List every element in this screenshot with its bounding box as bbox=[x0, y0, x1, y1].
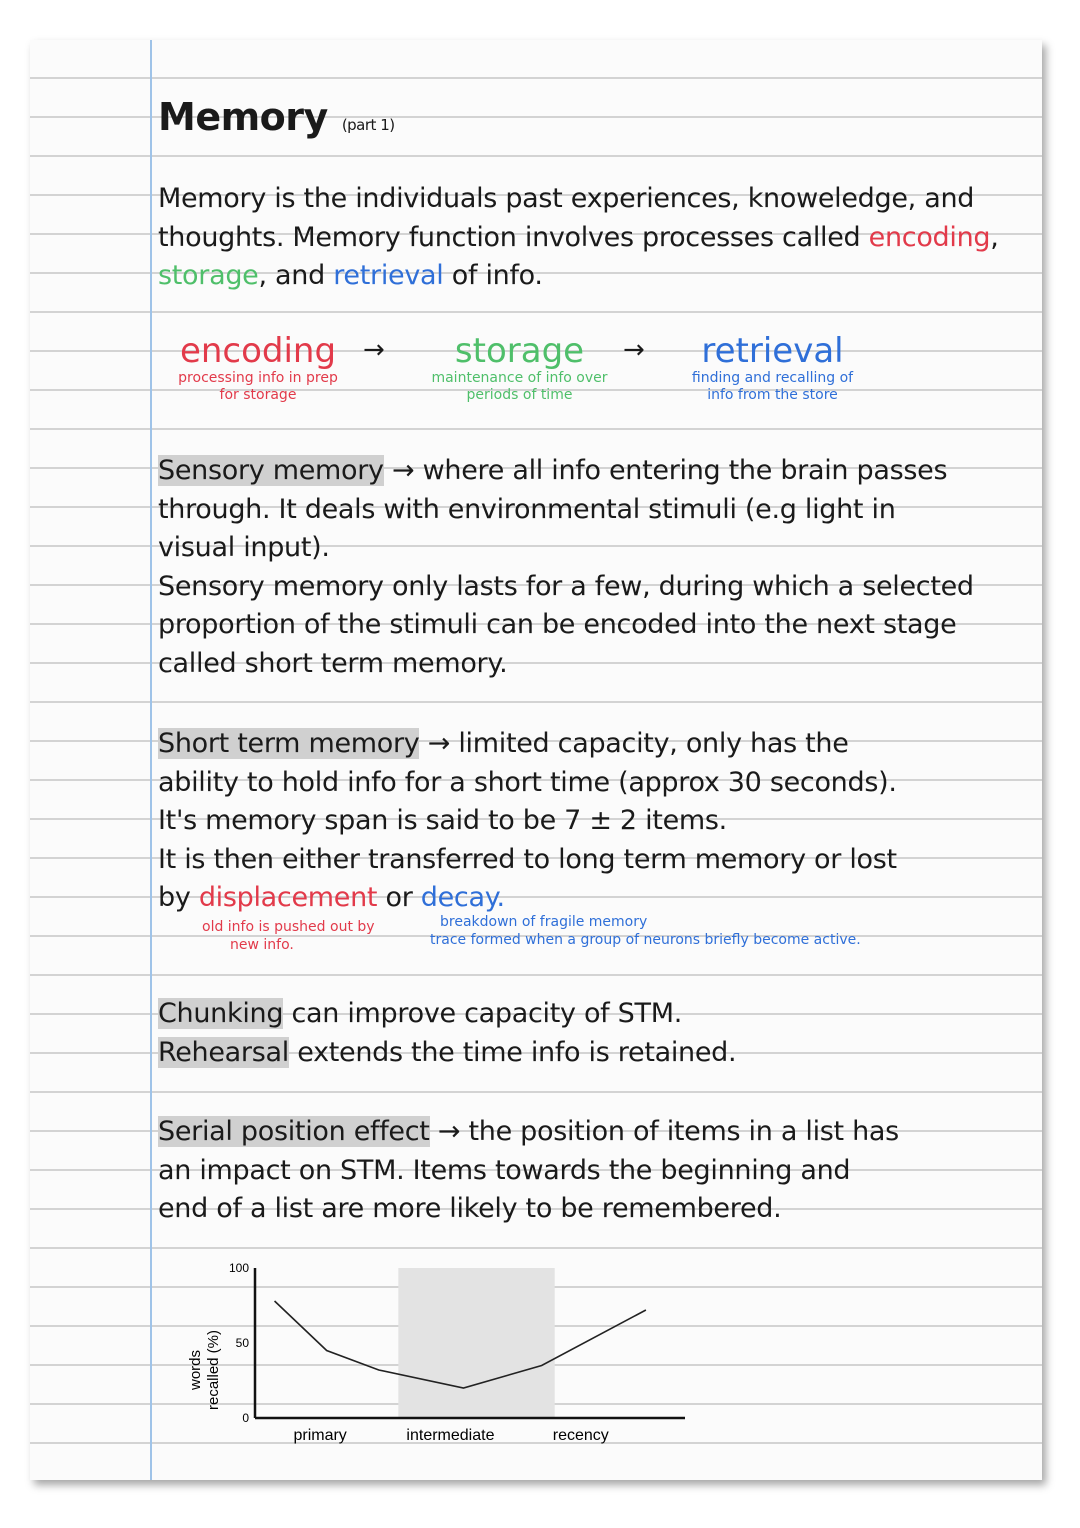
rehearsal-line: Rehearsal extends the time info is retained. bbox=[158, 1036, 737, 1068]
retrieval-stage bbox=[665, 332, 880, 404]
displacement-note: old info is pushed out by new info. bbox=[202, 919, 375, 953]
x-category-label: primary bbox=[293, 1427, 347, 1444]
sensory-line: visual input). bbox=[158, 532, 330, 563]
storage-desc: periods of time bbox=[466, 387, 573, 403]
y-tick-label: 100 bbox=[228, 1261, 249, 1275]
storage-term: storage bbox=[158, 260, 259, 291]
stm-line: Short term memory → limited capacity, only has the bbox=[158, 728, 849, 759]
rehearsal-term: Rehearsal bbox=[158, 1036, 289, 1068]
flow-arrow: → bbox=[623, 335, 645, 365]
short-term-memory-section bbox=[158, 725, 897, 918]
margin-line bbox=[150, 40, 152, 1480]
sensory-line: called short term memory. bbox=[158, 647, 508, 679]
retrieval-desc: info from the store bbox=[707, 387, 838, 403]
retrieval-desc: finding and recalling of bbox=[691, 370, 854, 386]
sensory-memory-term: Sensory memory bbox=[158, 455, 384, 486]
short-term-memory-term: Short term memory bbox=[158, 728, 420, 759]
storage-word: storage bbox=[454, 331, 585, 371]
x-category-label: intermediate bbox=[406, 1427, 495, 1444]
serial-position-section bbox=[158, 1113, 899, 1229]
chunking-line: Chunking can improve capacity of STM. bbox=[158, 998, 682, 1029]
storage-desc: maintenance of info over bbox=[431, 370, 608, 386]
sensory-line: proportion of the stimuli can be encoded into the next stage bbox=[158, 609, 957, 640]
storage-stage bbox=[412, 332, 627, 404]
intro-line: thoughts. Memory function involves processes called encoding, bbox=[158, 221, 999, 253]
y-axis-label-line1: words bbox=[187, 1349, 204, 1391]
y-axis-label bbox=[187, 1330, 222, 1410]
retrieval-term: retrieval bbox=[333, 260, 444, 291]
serial-line: Serial position effect → the position of items in a list has bbox=[158, 1116, 899, 1147]
encoding-term: encoding bbox=[868, 221, 991, 253]
stm-line: by displacement or decay. bbox=[158, 882, 505, 913]
encoding-word: encoding bbox=[179, 331, 337, 371]
serial-position-chart bbox=[160, 1250, 700, 1470]
chunking-section bbox=[158, 995, 736, 1072]
encoding-desc: for storage bbox=[219, 387, 297, 403]
x-category-label: recency bbox=[552, 1427, 609, 1444]
serial-position-term: Serial position effect bbox=[158, 1116, 430, 1147]
intro-line: storage, and retrieval of info. bbox=[158, 260, 543, 291]
encoding-stage bbox=[158, 332, 358, 404]
stm-line: ability to hold info for a short time (approx 30 seconds). bbox=[158, 766, 897, 798]
intro-line: Memory is the individuals past experiences, knoweledge, and bbox=[158, 183, 975, 214]
serial-line: end of a list are more likely to be remembered. bbox=[158, 1193, 782, 1224]
intro-paragraph bbox=[158, 180, 999, 296]
decay-note: breakdown of fragile memory trace formed when a group of neurons briefly become active. bbox=[430, 914, 861, 948]
chunking-term: Chunking bbox=[158, 998, 284, 1029]
page-title: Memory (part 1) bbox=[158, 95, 395, 139]
sensory-line: through. It deals with environmental stimuli (e.g light in bbox=[158, 493, 896, 525]
retrieval-word: retrieval bbox=[701, 331, 844, 371]
intermediate-shaded-region bbox=[398, 1268, 554, 1418]
sensory-line: Sensory memory → where all info entering the brain passes bbox=[158, 455, 948, 486]
encoding-desc: processing info in prep bbox=[178, 370, 338, 386]
flow-arrow: → bbox=[363, 335, 385, 365]
stm-line: It's memory span is said to be 7 ± 2 items. bbox=[158, 805, 727, 836]
notebook-page bbox=[30, 40, 1042, 1480]
y-tick-label: 50 bbox=[235, 1336, 249, 1350]
y-axis-label-line2: recalled (%) bbox=[205, 1329, 222, 1411]
serial-line: an impact on STM. Items towards the beginning and bbox=[158, 1154, 851, 1186]
decay-term: decay. bbox=[420, 882, 505, 913]
y-tick-label: 0 bbox=[242, 1411, 249, 1425]
sensory-line: Sensory memory only lasts for a few, during which a selected bbox=[158, 570, 974, 602]
stm-line: It is then either transferred to long term memory or lost bbox=[158, 843, 897, 875]
displacement-term: displacement bbox=[198, 882, 378, 913]
page-subtitle: (part 1) bbox=[341, 116, 395, 134]
sensory-memory-section bbox=[158, 452, 974, 683]
